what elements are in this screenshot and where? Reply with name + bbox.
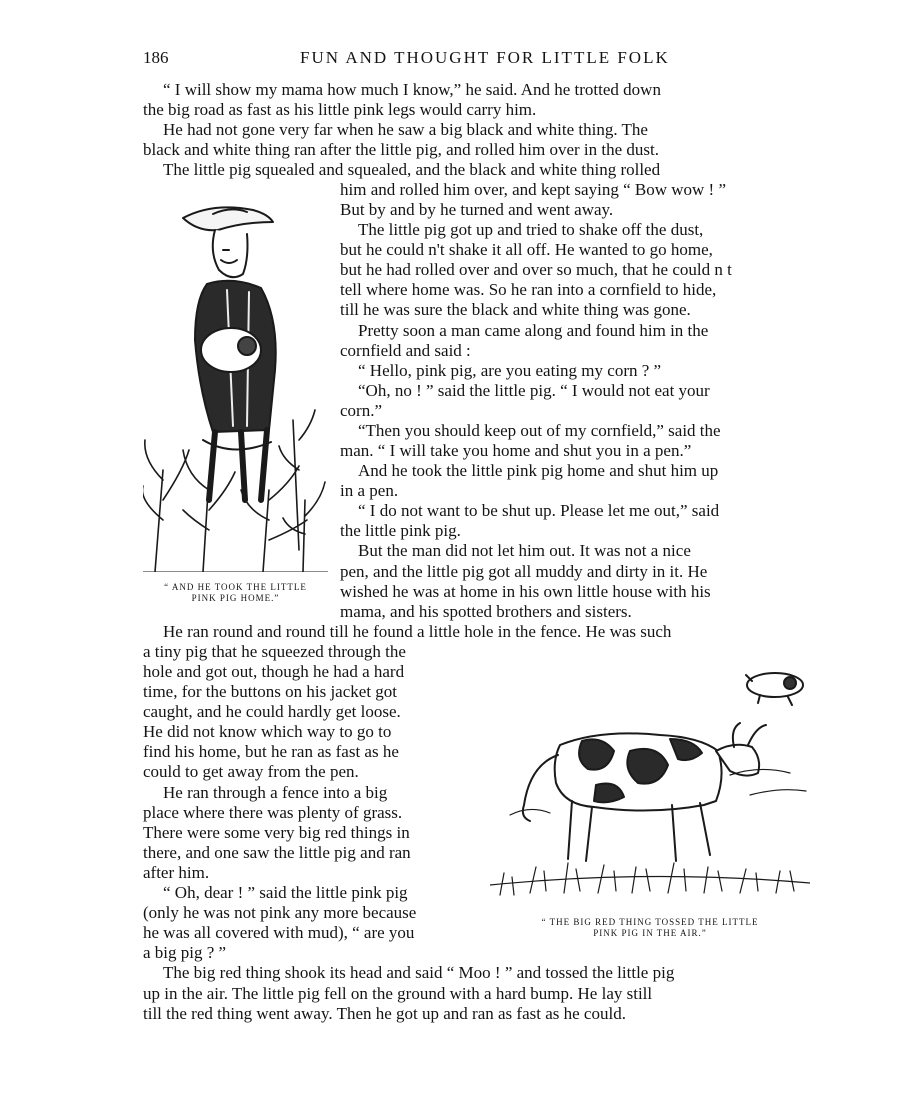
caption-line: “ AND HE TOOK THE LITTLE	[164, 582, 307, 592]
story-line: But by and by he turned and went away.	[340, 200, 614, 219]
running-title: FUN AND THOUGHT FOR LITTLE FOLK	[300, 48, 670, 67]
story-line: the little pink pig.	[340, 521, 461, 540]
caption-line: PINK PIG IN THE AIR.”	[593, 928, 707, 938]
story-line: “Oh, no ! ” said the little pig. “ I would not eat your	[358, 381, 710, 400]
caption-line: “ THE BIG RED THING TOSSED THE LITTLE	[541, 917, 759, 927]
story-line: a tiny pig that he squeezed through the	[143, 642, 406, 661]
story-line: could to get away from the pen.	[143, 762, 359, 781]
story-line: The big red thing shook its head and said “ Moo ! ” and tossed the little pig	[163, 963, 675, 982]
cow-tossing-pig-illustration	[490, 655, 810, 905]
figure-farmer	[143, 200, 328, 603]
story-line: up in the air. The little pig fell on the ground with a hard bump. He lay still	[143, 984, 653, 1003]
story-line: cornfield and said :	[340, 341, 471, 360]
figure-cow	[490, 655, 810, 950]
farmer-carrying-pig-illustration	[143, 200, 328, 572]
story-line: after him.	[143, 863, 210, 882]
story-line: till the red thing went away. Then he got up and ran as fast as he could.	[143, 1004, 626, 1023]
story-line: “ I do not want to be shut up. Please let me out,” said	[358, 501, 720, 520]
story-line: man. “ I will take you home and shut you in a pen.”	[340, 441, 692, 460]
story-line: tell where home was. So he ran into a cornfield to hide,	[340, 280, 717, 299]
story-line: But the man did not let him out. It was not a nice	[358, 541, 691, 560]
story-line: but he could n't shake it all off. He wanted to go home,	[340, 240, 713, 259]
story-line: “Then you should keep out of my cornfield,” said the	[358, 421, 721, 440]
story-line: a big pig ? ”	[143, 943, 227, 962]
story-line: He did not know which way to go to	[143, 722, 392, 741]
figure-caption	[500, 917, 800, 939]
story-line: mama, and his spotted brothers and sisters.	[340, 602, 632, 621]
story-line: but he had rolled over and over so much, that he could n t	[340, 260, 732, 279]
story-line: corn.”	[340, 401, 383, 420]
story-line: “ Oh, dear ! ” said the little pink pig	[163, 883, 408, 902]
story-line: find his home, but he ran as fast as he	[143, 742, 399, 761]
story-line: he was all covered with mud), “ are you	[143, 923, 415, 942]
story-line: He had not gone very far when he saw a big black and white thing. The	[163, 120, 648, 139]
story-line: The little pig got up and tried to shake off the dust,	[358, 220, 704, 239]
story-line: pen, and the little pig got all muddy and dirty in it. He	[340, 562, 708, 581]
story-line: He ran round and round till he found a little hole in the fence. He was such	[163, 622, 672, 641]
story-line: caught, and he could hardly get loose.	[143, 702, 401, 721]
figure-caption	[143, 582, 328, 604]
story-line: till he was sure the black and white thing was gone.	[340, 300, 691, 319]
page-number: 186	[143, 48, 169, 67]
story-line: (only he was not pink any more because	[143, 903, 417, 922]
story-line: And he took the little pink pig home and shut him up	[358, 461, 719, 480]
story-line: the big road as fast as his little pink legs would carry him.	[143, 100, 537, 119]
story-line: hole and got out, though he had a hard	[143, 662, 405, 681]
story-line: him and rolled him over, and kept saying “ Bow wow ! ”	[340, 180, 726, 199]
story-line: black and white thing ran after the little pig, and rolled him over in the dust.	[143, 140, 660, 159]
story-line: place where there was plenty of grass.	[143, 803, 403, 822]
story-line: “ Hello, pink pig, are you eating my corn ? ”	[358, 361, 662, 380]
story-line: there, and one saw the little pig and ran	[143, 843, 411, 862]
story-line: in a pen.	[340, 481, 399, 500]
story-line: “ I will show my mama how much I know,” he said. And he trotted down	[163, 80, 661, 99]
story-line: He ran through a fence into a big	[163, 783, 388, 802]
caption-line: PINK PIG HOME.”	[191, 593, 280, 603]
story-line: time, for the buttons on his jacket got	[143, 682, 398, 701]
story-line: There were some very big red things in	[143, 823, 410, 842]
story-line: Pretty soon a man came along and found him in the	[358, 321, 709, 340]
story-line: The little pig squealed and squealed, and the black and white thing rolled	[163, 160, 661, 179]
story-line: wished he was at home in his own little house with his	[340, 582, 711, 601]
